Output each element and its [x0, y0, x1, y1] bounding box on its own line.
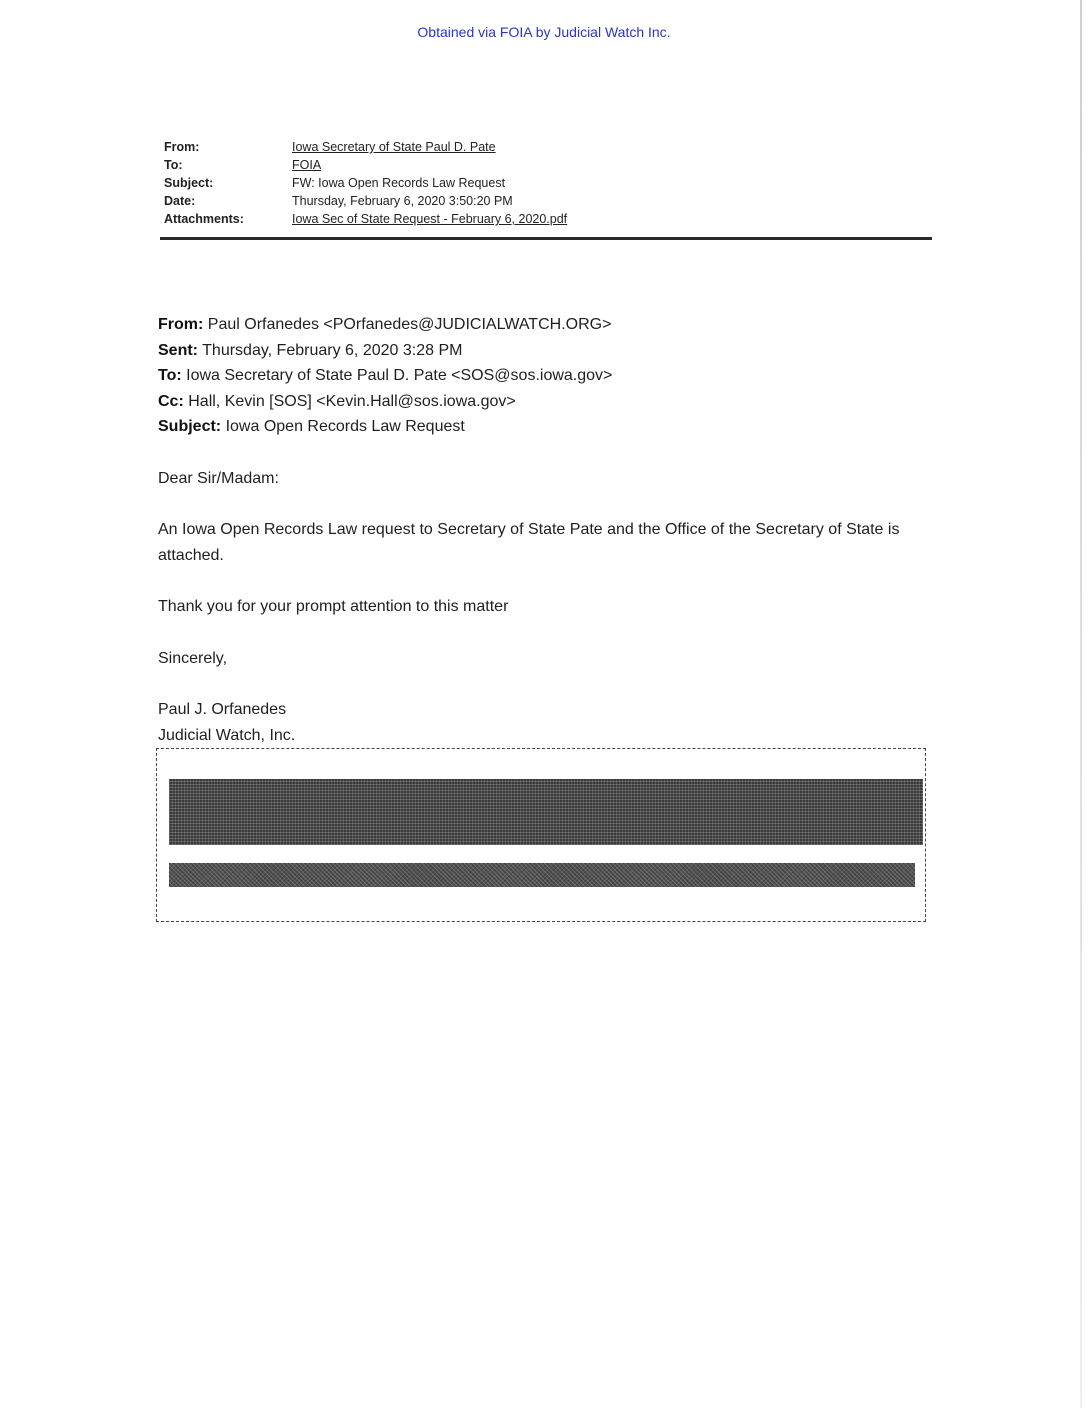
forward-to-value: FOIA: [292, 158, 322, 172]
original-cc-label: Cc:: [158, 392, 184, 410]
request-paragraph: An Iowa Open Records Law request to Secretary of State Pate and the Office of the Secretary of State is attached.: [158, 521, 900, 564]
redaction-bar: [169, 863, 915, 887]
attachment-link: Iowa Sec of State Request - February 6, 2020.pdf: [292, 212, 568, 226]
forward-from-row: [164, 138, 934, 156]
redaction-bar: [169, 779, 923, 845]
forward-from-value: Iowa Secretary of State Paul D. Pate: [292, 140, 496, 154]
original-from-value: Paul Orfanedes <POrfanedes@JUDICIALWATCH.ORG>: [207, 316, 612, 333]
original-to-line: [158, 363, 918, 389]
foia-watermark: Obtained via FOIA by Judicial Watch Inc.: [417, 24, 671, 40]
greeting: Dear Sir/Madam:: [158, 469, 279, 487]
forward-date-value: Thursday, February 6, 2020 3:50:20 PM: [292, 194, 513, 208]
forward-date-label: Date:: [164, 194, 196, 208]
forward-subject-row: [164, 174, 934, 192]
forward-to-label: To:: [164, 158, 183, 172]
original-sent-line: [158, 338, 918, 364]
signature-org: Judicial Watch, Inc.: [158, 726, 296, 744]
forward-subject-value: FW: Iowa Open Records Law Request: [292, 176, 506, 190]
original-cc-line: [158, 389, 918, 415]
original-from-label: From:: [158, 316, 204, 333]
thanks-line: Thank you for your prompt attention to this matter: [158, 598, 509, 615]
original-subject-line: [158, 414, 918, 440]
forward-subject-label: Subject:: [164, 176, 214, 190]
scan-edge-mark: [1080, 0, 1082, 1408]
original-cc-value: Hall, Kevin [SOS] <Kevin.Hall@sos.iowa.gov>: [188, 392, 516, 410]
forward-date-row: [164, 192, 934, 210]
forward-to-row: [164, 156, 934, 174]
original-from-line: [158, 312, 918, 338]
original-subject-label: Subject:: [158, 418, 222, 435]
original-sent-value: Thursday, February 6, 2020 3:28 PM: [202, 341, 463, 359]
redacted-signature-block: [156, 748, 926, 922]
signature-name: Paul J. Orfanedes: [158, 701, 287, 718]
header-divider: [160, 237, 932, 240]
forward-attachments-label: Attachments:: [164, 212, 244, 226]
forward-from-label: From:: [164, 140, 200, 154]
original-to-label: To:: [158, 367, 182, 384]
email-body: [158, 312, 918, 748]
original-to-value: Iowa Secretary of State Paul D. Pate <SOS@sos.iowa.gov>: [186, 367, 613, 384]
forward-header: [164, 138, 934, 228]
original-sent-label: Sent:: [158, 341, 198, 359]
forward-attachments-row: [164, 210, 934, 228]
closing: Sincerely,: [158, 649, 228, 667]
original-subject-value: Iowa Open Records Law Request: [225, 418, 465, 435]
